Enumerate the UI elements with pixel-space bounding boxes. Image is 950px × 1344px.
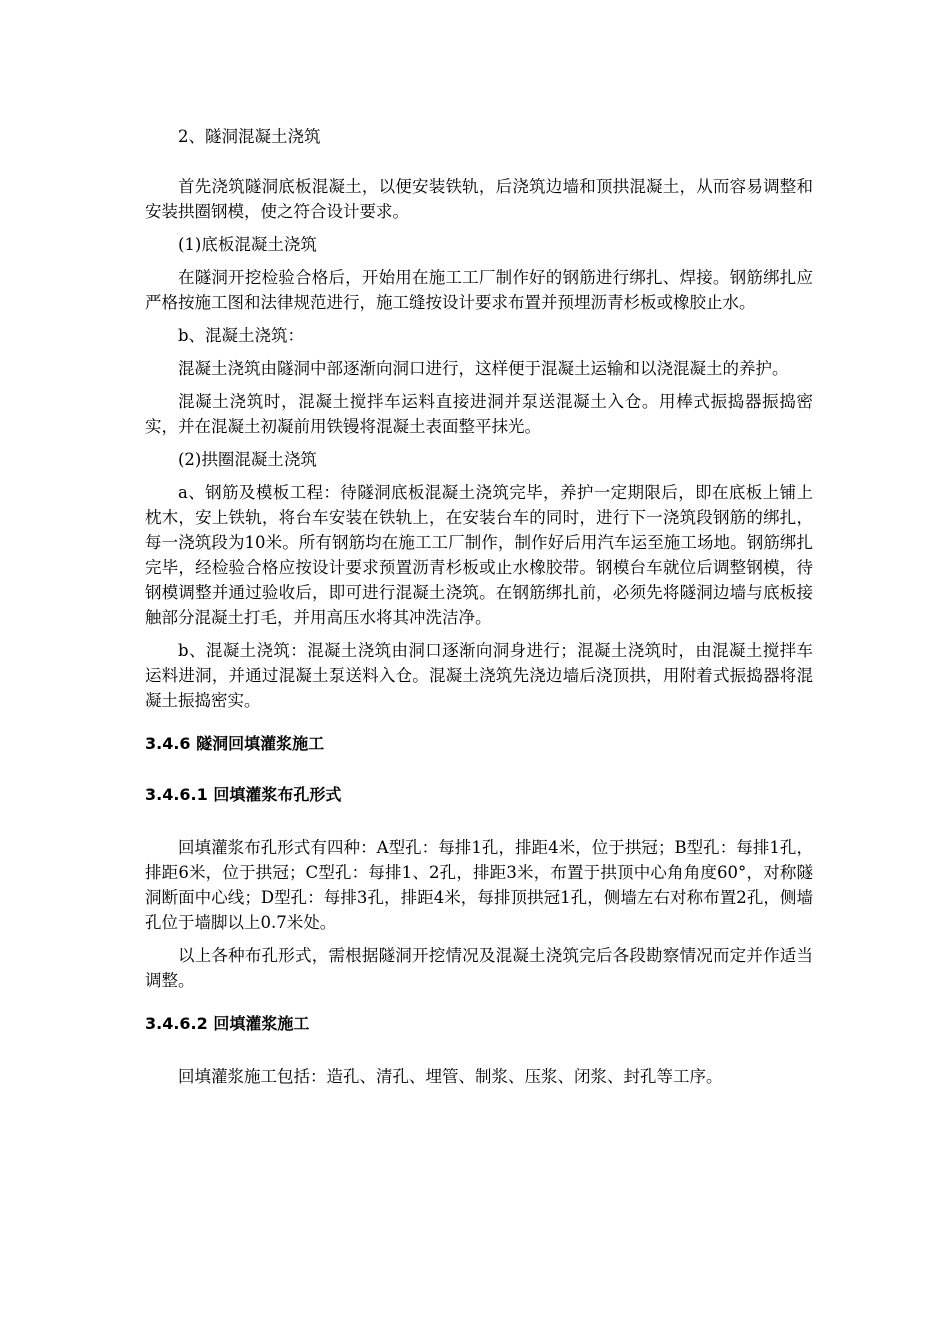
item-a-rebar-formwork: a、钢筋及模板工程：待隧洞底板混凝土浇筑完毕，养护一定期限后，即在底板上铺上枕木，安上铁轨，将台车安装在铁轨上，在安装台车的同时，进行下一浇筑段钢筋的绑扎，每一浇筑段为10米。所有钢筋均在施工工厂制作，制作好后用汽车运至施工场地。钢筋绑扎完毕，经检验合格应按设计要求预置沥青杉板或止水橡胶带。钢模台车就位后调整钢模，待钢模调整并通过验收后，即可进行混凝土浇筑。在钢筋绑扎前，必须先将隧洞边墙与底板接触部分混凝土打毛，并用高压水将其冲洗洁净。 [145,483,813,627]
item-b-arch-pouring: b、混凝土浇筑：混凝土浇筑由洞口逐渐向洞身进行；混凝土浇筑时，由混凝土搅拌车运料进洞，并通过混凝土泵送料入仓。混凝土浇筑先浇边墙后浇顶拱，用附着式振捣器将混凝土振捣密实。 [145,641,813,710]
paragraph-grouting-steps: 回填灌浆施工包括：造孔、清孔、埋管、制浆、压浆、闭浆、封孔等工序。 [178,1067,723,1086]
heading-backfill-grouting: 3.4.6 隧洞回填灌浆施工 [145,734,325,753]
paragraph-floor-rebar: 在隧洞开挖检验合格后，开始用在施工工厂制作好的钢筋进行绑扎、焊接。钢筋绑扎应严格按施工图和法律规范进行，施工缝按设计要求布置并预埋沥青杉板或橡胶止水。 [145,268,813,312]
paragraph-pouring-process: 混凝土浇筑时，混凝土搅拌车运料直接进洞并泵送混凝土入仓。用棒式振捣器振捣密实，并在混凝土初凝前用铁镘将混凝土表面整平抹光。 [145,392,813,436]
paragraph-hole-adjustment: 以上各种布孔形式，需根据隧洞开挖情况及混凝土浇筑完后各段勘察情况而定并作适当调整。 [145,946,813,990]
paragraph-hole-types: 回填灌浆布孔形式有四种：A型孔：每排1孔，排距4米，位于拱冠；B型孔：每排1孔，排距6米，位于拱冠；C型孔：每排1、2孔，排距3米，布置于拱顶中心角角度60°，对称隧洞断面中心线；D型孔：每排3孔，排距4米，每排顶拱冠1孔，侧墙左右对称布置2孔，侧墙孔位于墙脚以上0.7米处。 [145,838,813,932]
heading-grouting-construction: 3.4.6.2 回填灌浆施工 [145,1014,310,1033]
subsection-title-floor-slab: (1)底板混凝土浇筑 [178,235,317,254]
section-title-concrete-pouring: 2、隧洞混凝土浇筑 [178,127,321,146]
document-page [145,118,813,1089]
paragraph-pouring-direction: 混凝土浇筑由隧洞中部逐渐向洞口进行，这样便于混凝土运输和以浇混凝土的养护。 [178,359,789,378]
item-b-concrete-pouring: b、混凝土浇筑： [178,326,305,345]
heading-hole-layout: 3.4.6.1 回填灌浆布孔形式 [145,785,342,804]
subsection-title-arch: (2)拱圈混凝土浇筑 [178,450,317,469]
paragraph-intro: 首先浇筑隧洞底板混凝土，以便安装铁轨，后浇筑边墙和顶拱混凝土，从而容易调整和安装拱圈钢模，使之符合设计要求。 [145,177,813,221]
